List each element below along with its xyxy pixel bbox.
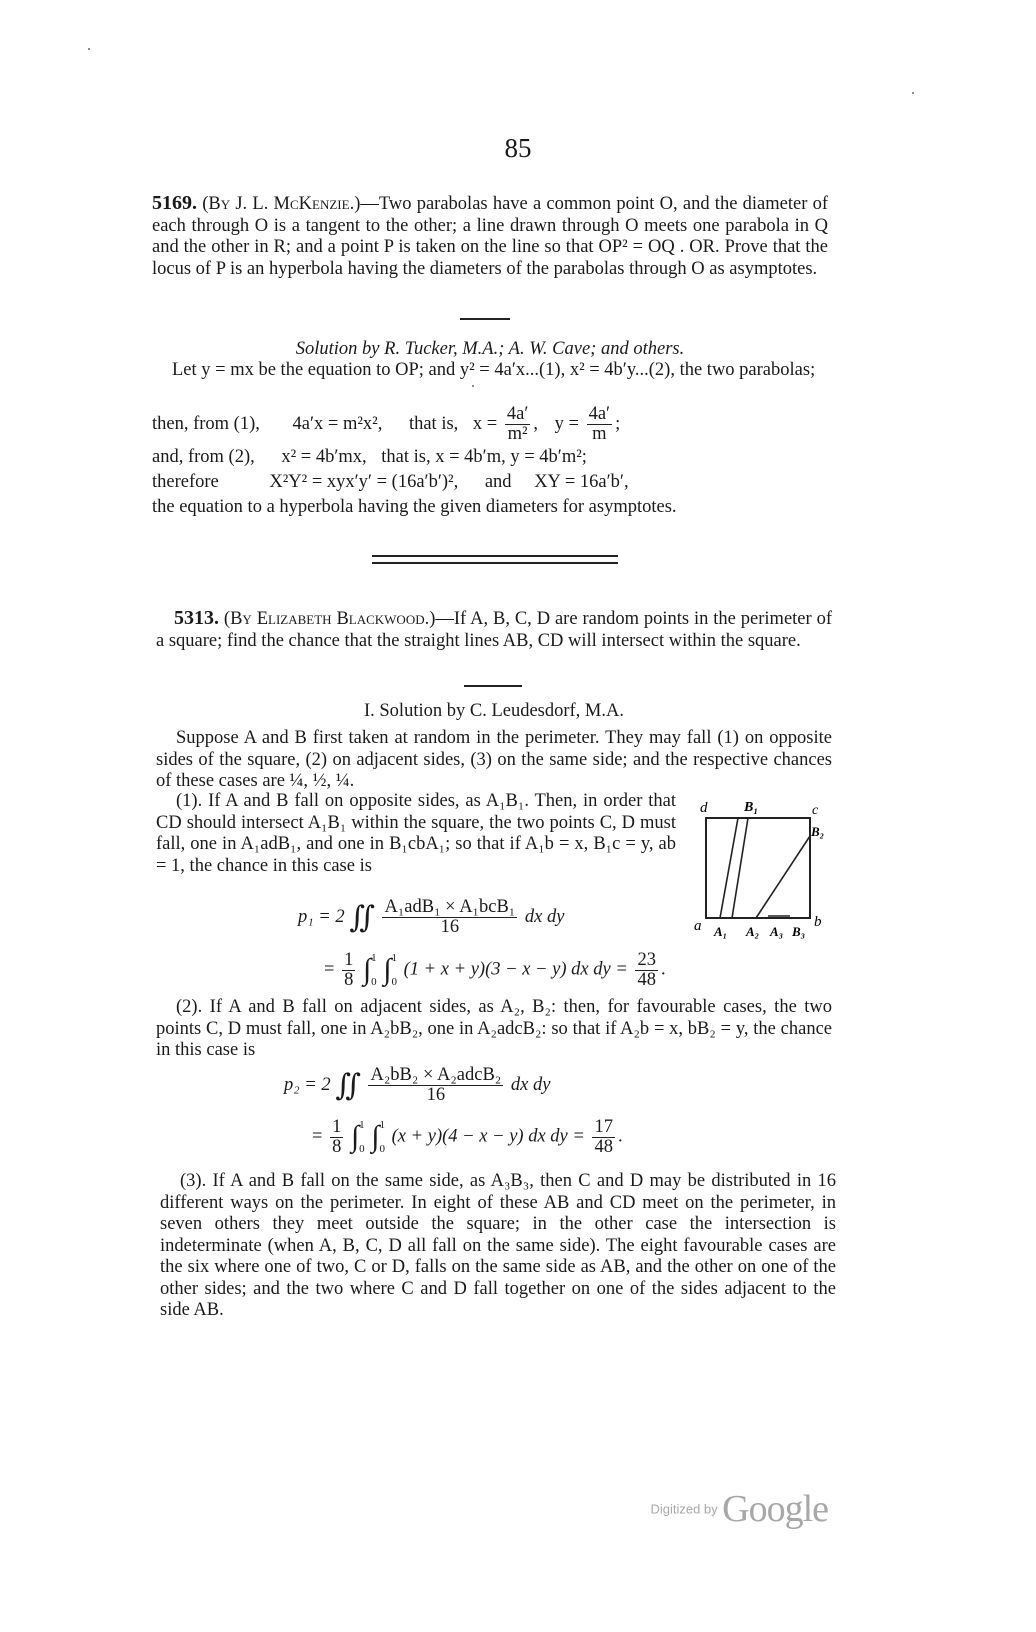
label-d: d xyxy=(700,800,708,816)
upper-limit: 1 xyxy=(371,952,377,964)
equation: x² = 4b′mx, xyxy=(281,447,367,467)
numerator: 1 xyxy=(344,949,354,970)
paragraph: (1). If A and B fall on opposite sides, as A₁B₁. Then, in order that CD should intersect A₁B₁ within the square, the two points C, D must fall, one in A₁adB₁, and one in B₁cbA₁; so that if A₁b = x, B₁c = y, ab = 1, the chance in this case is xyxy=(156,791,676,876)
lower-limit: 0 xyxy=(359,1143,365,1155)
double-integral-icon: ∬ xyxy=(335,1069,361,1102)
formula-p2 xyxy=(284,1066,550,1105)
denominator: 48 xyxy=(594,1136,613,1157)
equation-line-1: then, from (1), 4a′x = m²x², that is, x = $\frac{4a'}{\text{m²}}$ , y = $\frac{4a'}{m}$ ; xyxy=(152,404,621,444)
line-A1B1 xyxy=(720,818,738,918)
paragraph: (3). If A and B fall on the same side, as A₃B₃, then C and D may be distributed in 16 different ways on the perimeter. In eight of these AB and CD meet on the perimeter, in seven others they meet outside the square; in the other case the intersection is indeterminate (when A, B, C, D all fall on the same side). The eight favourable cases are the six where one of two, C or D, falls on the same side as AB, and the other on one of the other sides; and the two where C and D fall together on one of the sides adjacent to the side AB. xyxy=(160,1171,836,1320)
integral-limits xyxy=(380,1113,386,1161)
question-number: 5169. xyxy=(152,192,197,214)
digitized-watermark xyxy=(650,1487,828,1531)
short-rule xyxy=(464,685,522,687)
paragraph: Suppose A and B first taken at random in the perimeter. They may fall (1) on opposite sides of the square, (2) on adjacent sides, (3) on the same side; and the respective chances of these cases are ¼, ½, ¼. xyxy=(156,728,832,791)
question-text: —If A, B, C, D are random points in the perimeter of a square; find the chance that the straight lines AB, CD will intersect within the square. xyxy=(156,609,832,651)
numerator: 4a′ xyxy=(506,404,529,424)
fraction xyxy=(505,405,531,444)
label-A1: A₁ xyxy=(714,924,728,939)
result-fraction xyxy=(635,951,658,990)
scan-speck xyxy=(88,48,90,50)
equation: 4a′x = m²x², xyxy=(292,413,383,434)
integral-limits xyxy=(371,946,377,994)
label-B3: B₃ xyxy=(792,924,806,939)
integral-limits xyxy=(392,946,398,994)
line-label: and, from (2), xyxy=(152,447,255,467)
question-number: 5313. xyxy=(174,607,219,629)
equation-text: that is, xyxy=(408,413,459,434)
solution-conclusion: the equation to a hyperbola having the given diameters for asymptotes. xyxy=(152,497,677,517)
label-a: a xyxy=(694,918,702,934)
equation-line-3 xyxy=(152,472,629,493)
scan-speck xyxy=(912,92,914,94)
numerator: 1 xyxy=(332,1116,342,1137)
denominator: 16 xyxy=(440,917,460,937)
denominator: m² xyxy=(507,424,528,444)
equation-text: and xyxy=(484,472,512,492)
formula-p1 xyxy=(298,898,564,937)
denominator: 16 xyxy=(426,1085,446,1105)
line-label: therefore xyxy=(152,472,219,492)
integral-icon: ∫ xyxy=(350,1120,360,1153)
numerator: 23 xyxy=(637,949,656,970)
upper-limit: 1 xyxy=(359,1119,365,1131)
denominator: m xyxy=(592,424,607,444)
fraction xyxy=(587,405,613,444)
differential: dx dy xyxy=(510,1074,551,1095)
upper-limit: 1 xyxy=(379,1119,385,1131)
label-c: c xyxy=(812,803,819,818)
formula-lhs: p₂ = 2 xyxy=(284,1074,331,1095)
question-5169 xyxy=(152,193,828,280)
question-author: (By J. L. McKenzie.) xyxy=(202,194,361,214)
double-integral-icon: ∬ xyxy=(349,901,375,934)
solution-heading: Solution by R. Tucker, M.A.; A. W. Cave; and others. xyxy=(295,339,685,359)
integral-icon: ∫ xyxy=(383,953,392,986)
integrand: (1 + x + y)(3 − x − y) dx dy = xyxy=(403,959,628,980)
watermark-text: Digitized by xyxy=(650,1501,718,1517)
upper-limit: 1 xyxy=(391,952,397,964)
label-B1: B₁ xyxy=(744,800,759,815)
lower-limit: 0 xyxy=(391,976,397,988)
differential: dx dy xyxy=(524,906,565,927)
question-5313 xyxy=(156,608,832,652)
line-label: then, from (1), xyxy=(152,413,260,434)
formula-lhs: p₁ = 2 xyxy=(298,906,345,927)
numerator: 17 xyxy=(594,1116,613,1137)
solution-heading: I. Solution by C. Leudesdorf, M.A. xyxy=(363,701,624,721)
fraction xyxy=(330,1118,343,1157)
fraction xyxy=(382,898,517,937)
fraction xyxy=(342,951,355,990)
lower-limit: 0 xyxy=(379,1143,385,1155)
numerator: 4a′ xyxy=(588,404,611,424)
numerator: A₂bB₂ × A₂adcB₂ xyxy=(370,1065,502,1085)
formula-p1-line2: = $\frac{1}{8}$ ∫ 1 0 ∫ 1 0 (1 + x + y)(3 − x − y) dx dy = $\frac{23}{48}$ . xyxy=(324,946,666,994)
denominator: 8 xyxy=(344,969,354,990)
label-A3: A₃ xyxy=(770,924,784,939)
numerator: A₁adB₁ × A₁bcB₁ xyxy=(384,897,516,917)
formula-p2-line2: = $\frac{1}{8}$ ∫ 1 0 ∫ 1 0 (x + y)(4 − x − y) dx dy = $\frac{17}{48}$ . xyxy=(312,1113,623,1161)
lower-limit: 0 xyxy=(371,976,377,988)
result-fraction xyxy=(592,1118,615,1157)
label-B2: B₂ xyxy=(811,824,825,839)
denominator: 48 xyxy=(637,969,656,990)
equation: X²Y² = xyx′y′ = (16a′b′)², xyxy=(269,472,459,492)
equation-text: y = xyxy=(554,413,579,434)
double-rule-top xyxy=(372,555,618,557)
paragraph: (2). If A and B fall on adjacent sides, as A₂, B₂: then, for favourable cases, the two points C, D must fall, one in A₂bB₂, one in A₂adcB₂: so that if A₂b = x, bB₂ = y, the chance in this case is xyxy=(156,997,832,1060)
label-A2: A₂ xyxy=(746,924,760,939)
square-figure xyxy=(690,796,830,946)
equation: that is, x = 4b′m, y = 4b′m²; xyxy=(381,447,587,467)
integral-limits xyxy=(359,1113,365,1161)
question-author: (By Elizabeth Blackwood.) xyxy=(223,609,436,629)
scan-speck xyxy=(472,385,474,387)
short-rule xyxy=(460,318,510,320)
line-A2B2 xyxy=(756,836,810,918)
equation-text: x = xyxy=(472,413,498,434)
fraction xyxy=(368,1066,503,1105)
double-rule-bottom xyxy=(372,562,618,564)
integral-icon: ∫ xyxy=(362,953,372,986)
denominator: 8 xyxy=(332,1136,342,1157)
equation: XY = 16a′b′, xyxy=(534,472,629,492)
page-number: 85 xyxy=(504,133,532,163)
google-logo: Google xyxy=(722,1488,828,1530)
integrand: (x + y)(4 − x − y) dx dy = xyxy=(391,1126,585,1147)
question-text: —Two parabolas have a common point O, and the diameter of each through O is a tangent to the other; a line drawn through O meets one parabola in Q and the other in R; and a point P is taken on the line so that OP² = OQ . OR. Prove that the locus of P is an hyperbola having the diameters of the parabolas through O as asymptotes. xyxy=(152,194,828,279)
equation-line-2 xyxy=(152,447,587,468)
line-AdB xyxy=(732,818,748,918)
integral-icon: ∫ xyxy=(371,1120,380,1153)
solution-intro: Let y = mx be the equation to OP; and y² = 4a′x...(1), x² = 4b′y...(2), the two parabolas; xyxy=(172,360,816,380)
label-b: b xyxy=(814,914,822,930)
square xyxy=(706,818,810,918)
